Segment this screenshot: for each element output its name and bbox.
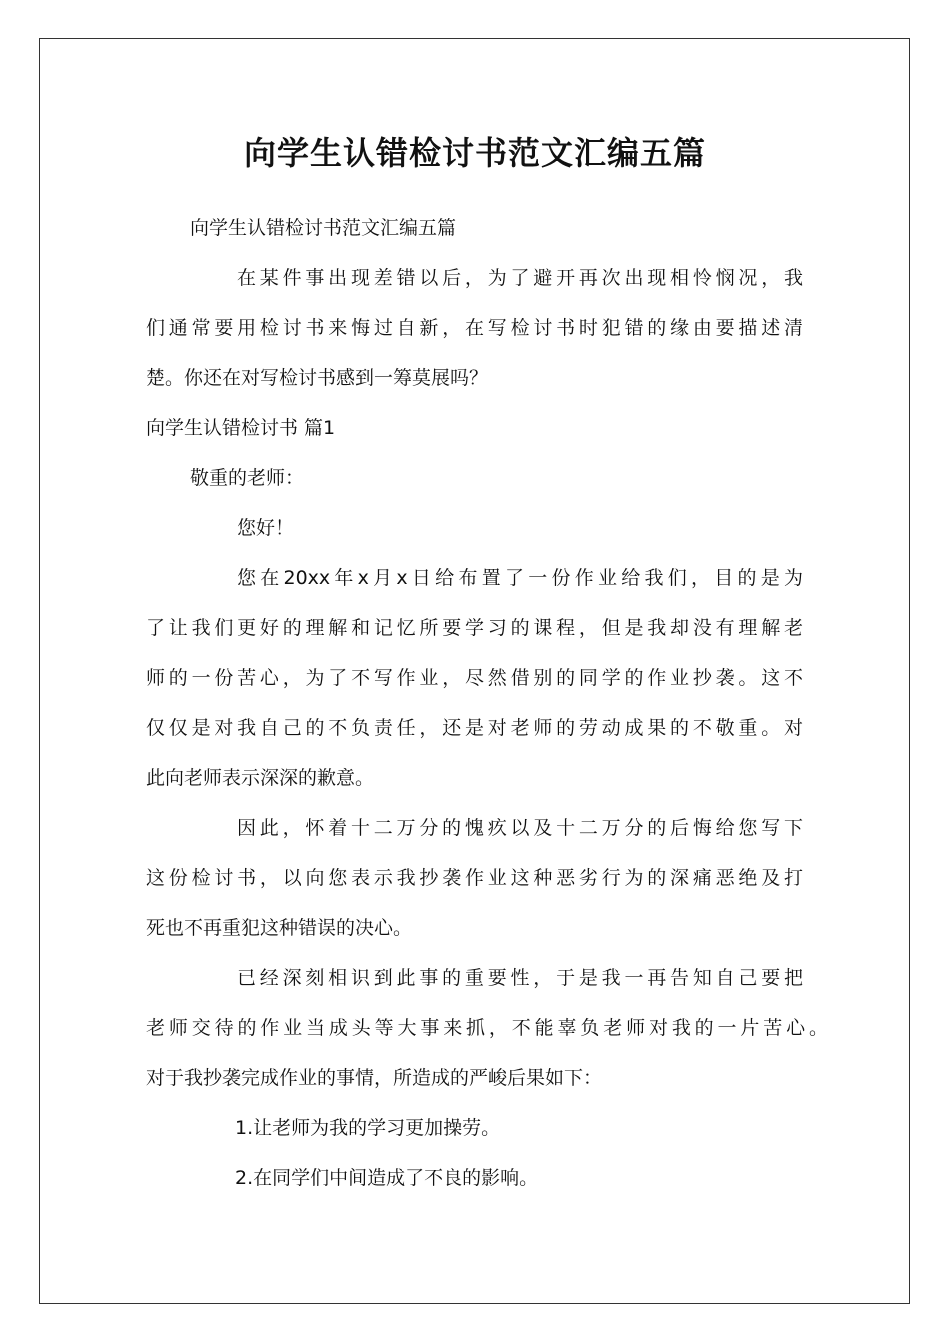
paragraph-line: 这份检讨书，以向您表示我抄袭作业这种恶劣行为的深痛恶绝及打 xyxy=(146,867,803,889)
paragraph-line: 仅仅是对我自己的不负责任，还是对老师的劳动成果的不敬重。对 xyxy=(146,717,803,739)
paragraph-line: 已经深刻相识到此事的重要性，于是我一再告知自己要把 xyxy=(237,967,803,989)
document-title: 向学生认错检讨书范文汇编五篇 xyxy=(243,134,706,172)
paragraph-line: 因此，怀着十二万分的愧疚以及十二万分的后悔给您写下 xyxy=(237,817,803,839)
paragraph-line: 老师交待的作业当成头等大事来抓，不能辜负老师对我的一片苦心。 xyxy=(146,1017,828,1039)
section-heading: 向学生认错检讨书 篇1 xyxy=(146,417,336,439)
intro-line: 在某件事出现差错以后，为了避开再次出现相怜悯况，我 xyxy=(237,267,803,289)
intro-line: 楚。你还在对写检讨书感到一筹莫展吗？ xyxy=(146,367,489,389)
intro-line: 们通常要用检讨书来悔过自新，在写检讨书时犯错的缘由要描述清 xyxy=(146,317,803,339)
paragraph-line: 了让我们更好的理解和记忆所要学习的课程，但是我却没有理解老 xyxy=(146,617,803,639)
salutation: 敬重的老师： xyxy=(190,467,305,489)
paragraph-line: 死也不再重犯这种错误的决心。 xyxy=(146,917,413,939)
paragraph-line: 您在20xx年x月x日给布置了一份作业给我们，目的是为 xyxy=(237,567,803,589)
paragraph-line: 师的一份苦心，为了不写作业，尽然借别的同学的作业抄袭。这不 xyxy=(146,667,803,689)
paragraph-line: 对于我抄袭完成作业的事情，所造成的严峻后果如下： xyxy=(146,1067,603,1089)
list-item: 1.让老师为我的学习更加操劳。 xyxy=(235,1117,501,1139)
list-item: 2.在同学们中间造成了不良的影响。 xyxy=(235,1167,539,1189)
greeting: 您好！ xyxy=(237,517,295,539)
paragraph-line: 此向老师表示深深的歉意。 xyxy=(146,767,375,789)
document-subtitle: 向学生认错检讨书范文汇编五篇 xyxy=(190,217,457,239)
